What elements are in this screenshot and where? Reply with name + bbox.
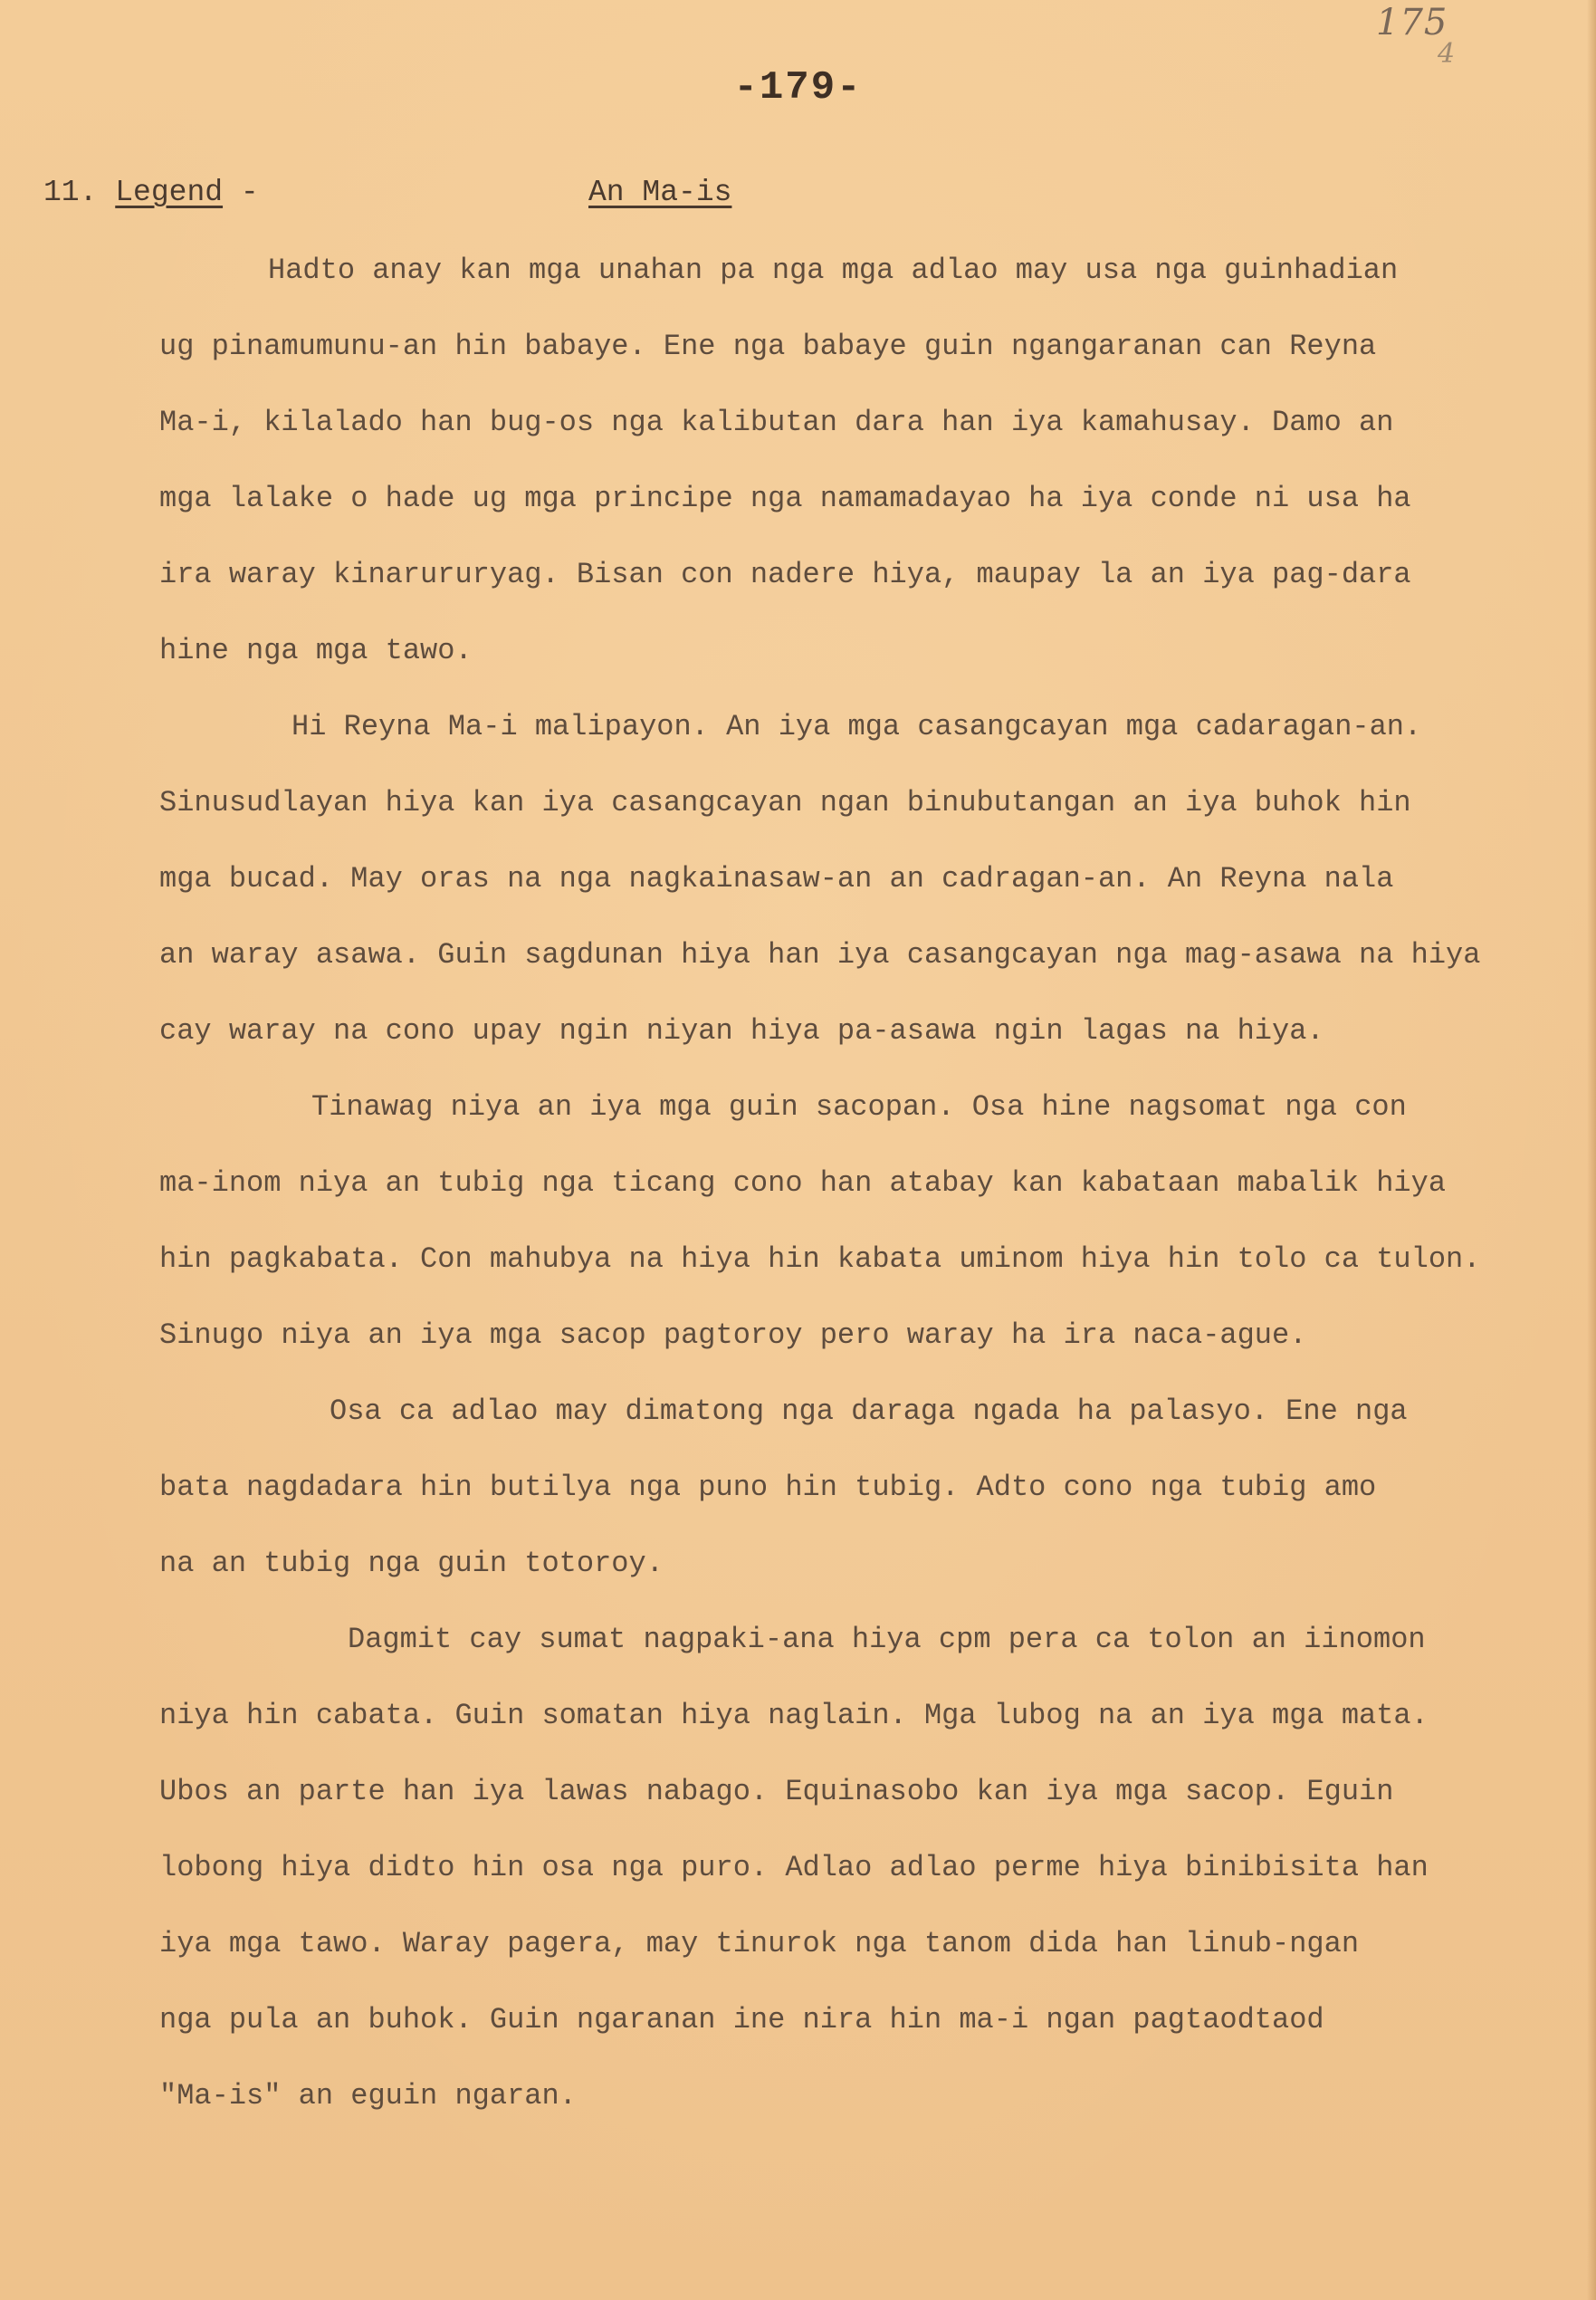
section-number: 11. <box>43 176 98 209</box>
text-line: niya hin cabata. Guin somatan hiya naglain. Mga lubog na an iya mga mata. <box>159 1699 1429 1732</box>
text-line: cay waray na cono upay ngin niyan hiya pa-asawa ngin lagas na hiya. <box>159 1014 1324 1048</box>
text-line: Dagmit cay sumat nagpaki-ana hiya cpm pera ca tolon an iinomon <box>348 1623 1426 1656</box>
section-dash: - <box>240 176 259 209</box>
page-edge-shadow <box>1587 0 1596 2300</box>
text-line: na an tubig nga guin totoroy. <box>159 1547 664 1580</box>
text-line: Ma-i, kilalado han bug-os nga kalibutan dara han iya kamahusay. Damo an <box>159 406 1394 439</box>
text-line: an waray asawa. Guin sagdunan hiya han iya casangcayan nga mag-asawa na hiya <box>159 938 1481 972</box>
text-line: hine nga mga tawo. <box>159 634 473 667</box>
text-line: nga pula an buhok. Guin ngaranan ine nira hin ma-i ngan pagtaodtaod <box>159 2003 1324 2036</box>
text-line: Osa ca adlao may dimatong nga daraga ngada ha palasyo. Ene nga <box>330 1394 1408 1428</box>
text-line: mga lalake o hade ug mga principe nga namamadayao ha iya conde ni usa ha <box>159 482 1411 515</box>
text-line: hin pagkabata. Con mahubya na hiya hin kabata uminom hiya hin tolo ca tulon. <box>159 1242 1481 1276</box>
section-heading <box>43 176 259 209</box>
handwritten-page-mark: 175 <box>1376 2 1448 43</box>
text-line: lobong hiya didto hin osa nga puro. Adlao adlao perme hiya binibisita han <box>159 1851 1429 1884</box>
text-line: mga bucad. May oras na nga nagkainasaw-an an cadragan-an. An Reyna nala <box>159 862 1394 896</box>
section-label: Legend <box>115 176 224 209</box>
text-line: Sinugo niya an iya mga sacop pagtoroy pero waray ha ira naca-ague. <box>159 1318 1307 1352</box>
handwritten-sub-mark: 4 <box>1438 38 1456 70</box>
text-line: bata nagdadara hin butilya nga puno hin tubig. Adto cono nga tubig amo <box>159 1471 1377 1504</box>
text-line: iya mga tawo. Waray pagera, may tinurok nga tanom dida han linub-ngan <box>159 1927 1360 1960</box>
text-line: Hadto anay kan mga unahan pa nga mga adlao may usa nga guinhadian <box>268 254 1399 287</box>
page-number: -179- <box>733 65 863 110</box>
text-line: Ubos an parte han iya lawas nabago. Equinasobo kan iya mga sacop. Eguin <box>159 1775 1394 1808</box>
story-title: An Ma-is <box>588 176 732 209</box>
text-line: Sinusudlayan hiya kan iya casangcayan ngan binubutangan an iya buhok hin <box>159 786 1411 819</box>
text-line: ug pinamumunu-an hin babaye. Ene nga babaye guin ngangaranan can Reyna <box>159 330 1377 363</box>
text-line: Hi Reyna Ma-i malipayon. An iya mga casangcayan mga cadaragan-an. <box>291 710 1422 743</box>
text-line: Tinawag niya an iya mga guin sacopan. Osa hine nagsomat nga con <box>311 1090 1407 1124</box>
text-line: ira waray kinarururyag. Bisan con nadere hiya, maupay la an iya pag-dara <box>159 558 1411 591</box>
text-line: "Ma-is" an eguin ngaran. <box>159 2079 577 2113</box>
text-line: ma-inom niya an tubig nga ticang cono han atabay kan kabataan mabalik hiya <box>159 1166 1447 1200</box>
